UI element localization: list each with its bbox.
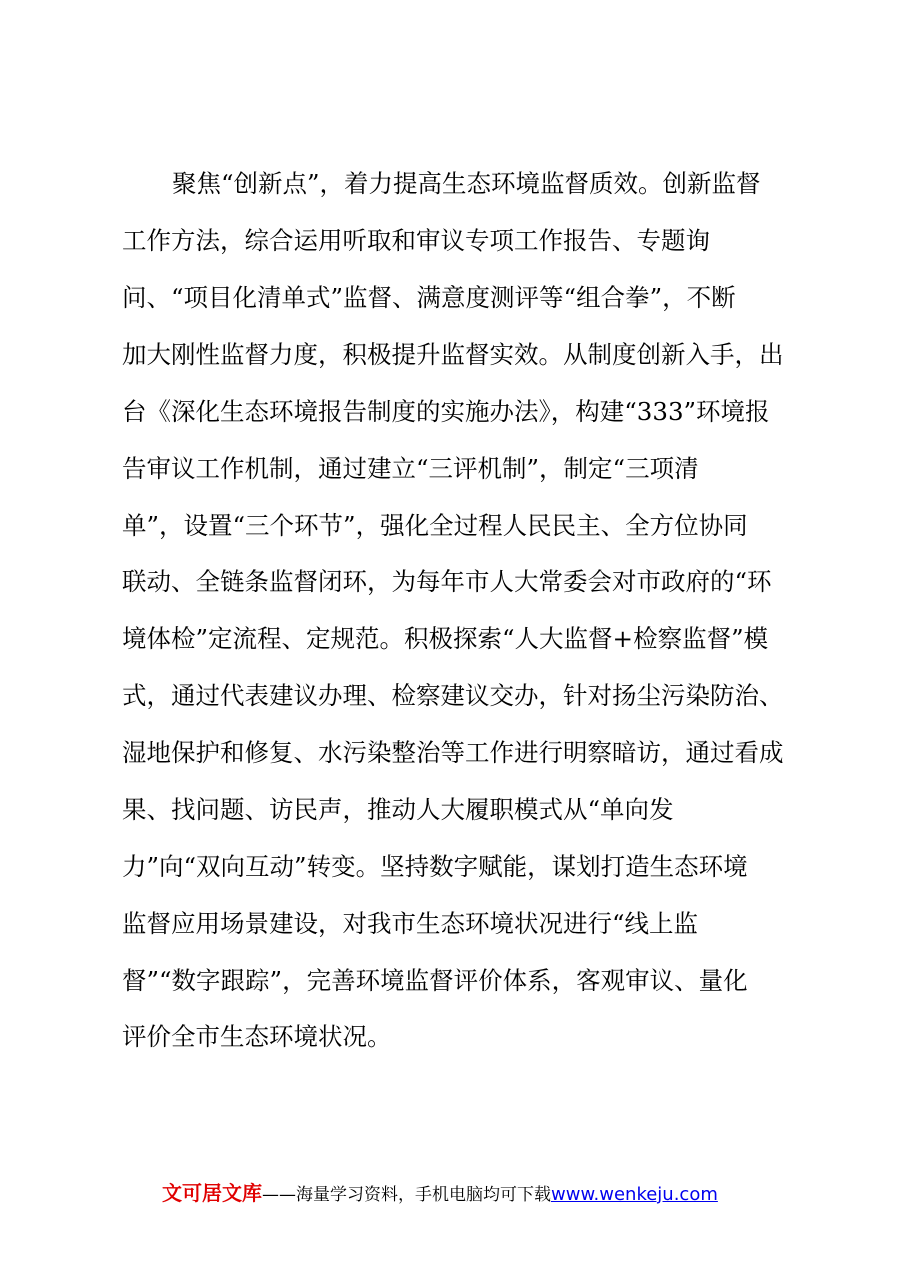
- paragraph-line-2: 工作方法，综合运用听取和审议专项工作报告、专题询: [122, 226, 710, 255]
- paragraph-line-14: 监督应用场景建设，对我市生态环境状况进行“线上监: [122, 909, 699, 938]
- paragraph-line-10: 式，通过代表建议办理、检察建议交办，针对扬尘污染防治、: [122, 681, 784, 710]
- footer-site-link[interactable]: www.wenkeju.com: [551, 1184, 718, 1205]
- paragraph-line-16: 评价全市生态环境状况。: [122, 1022, 392, 1051]
- paragraph-line-15: 督”“数字跟踪”，完善环境监督评价体系，客观审议、量化: [122, 966, 748, 995]
- paragraph-line-3: 问、“项目化清单式”监督、满意度测评等“组合拳”，不断: [122, 283, 736, 312]
- paragraph-line-5: 台《深化生态环境报告制度的实施办法》，构建“333”环境报: [122, 397, 770, 426]
- paragraph-line-13: 力”向“双向互动”转变。坚持数字赋能，谋划打造生态环境: [122, 852, 748, 881]
- paragraph-line-11: 湿地保护和修复、水污染整治等工作进行明察暗访，通过看成: [122, 738, 784, 767]
- paragraph-line-6: 告审议工作机制，通过建立“三评机制”，制定“三项清: [122, 454, 699, 483]
- paragraph-line-8: 联动、全链条监督闭环，为每年市人大常委会对市政府的“环: [122, 567, 772, 596]
- paragraph-line-1: 聚焦“创新点”，着力提高生态环境监督质效。创新监督: [172, 169, 761, 198]
- paragraph-line-9: 境体检”定流程、定规范。积极探索“人大监督+检察监督”模: [122, 624, 769, 653]
- paragraph-line-7: 单”，设置“三个环节”，强化全过程人民民主、全方位协同: [122, 511, 748, 540]
- footer-brand: 文可居文库: [162, 1181, 262, 1205]
- paragraph-line-12: 果、找问题、访民声，推动人大履职模式从“单向发: [122, 795, 674, 824]
- paragraph-line-4: 加大刚性监督力度，积极提升监督实效。从制度创新入手，出: [122, 340, 784, 369]
- footer-banner: [162, 1183, 718, 1204]
- footer-tagline: ——海量学习资料，手机电脑均可下载: [262, 1185, 551, 1205]
